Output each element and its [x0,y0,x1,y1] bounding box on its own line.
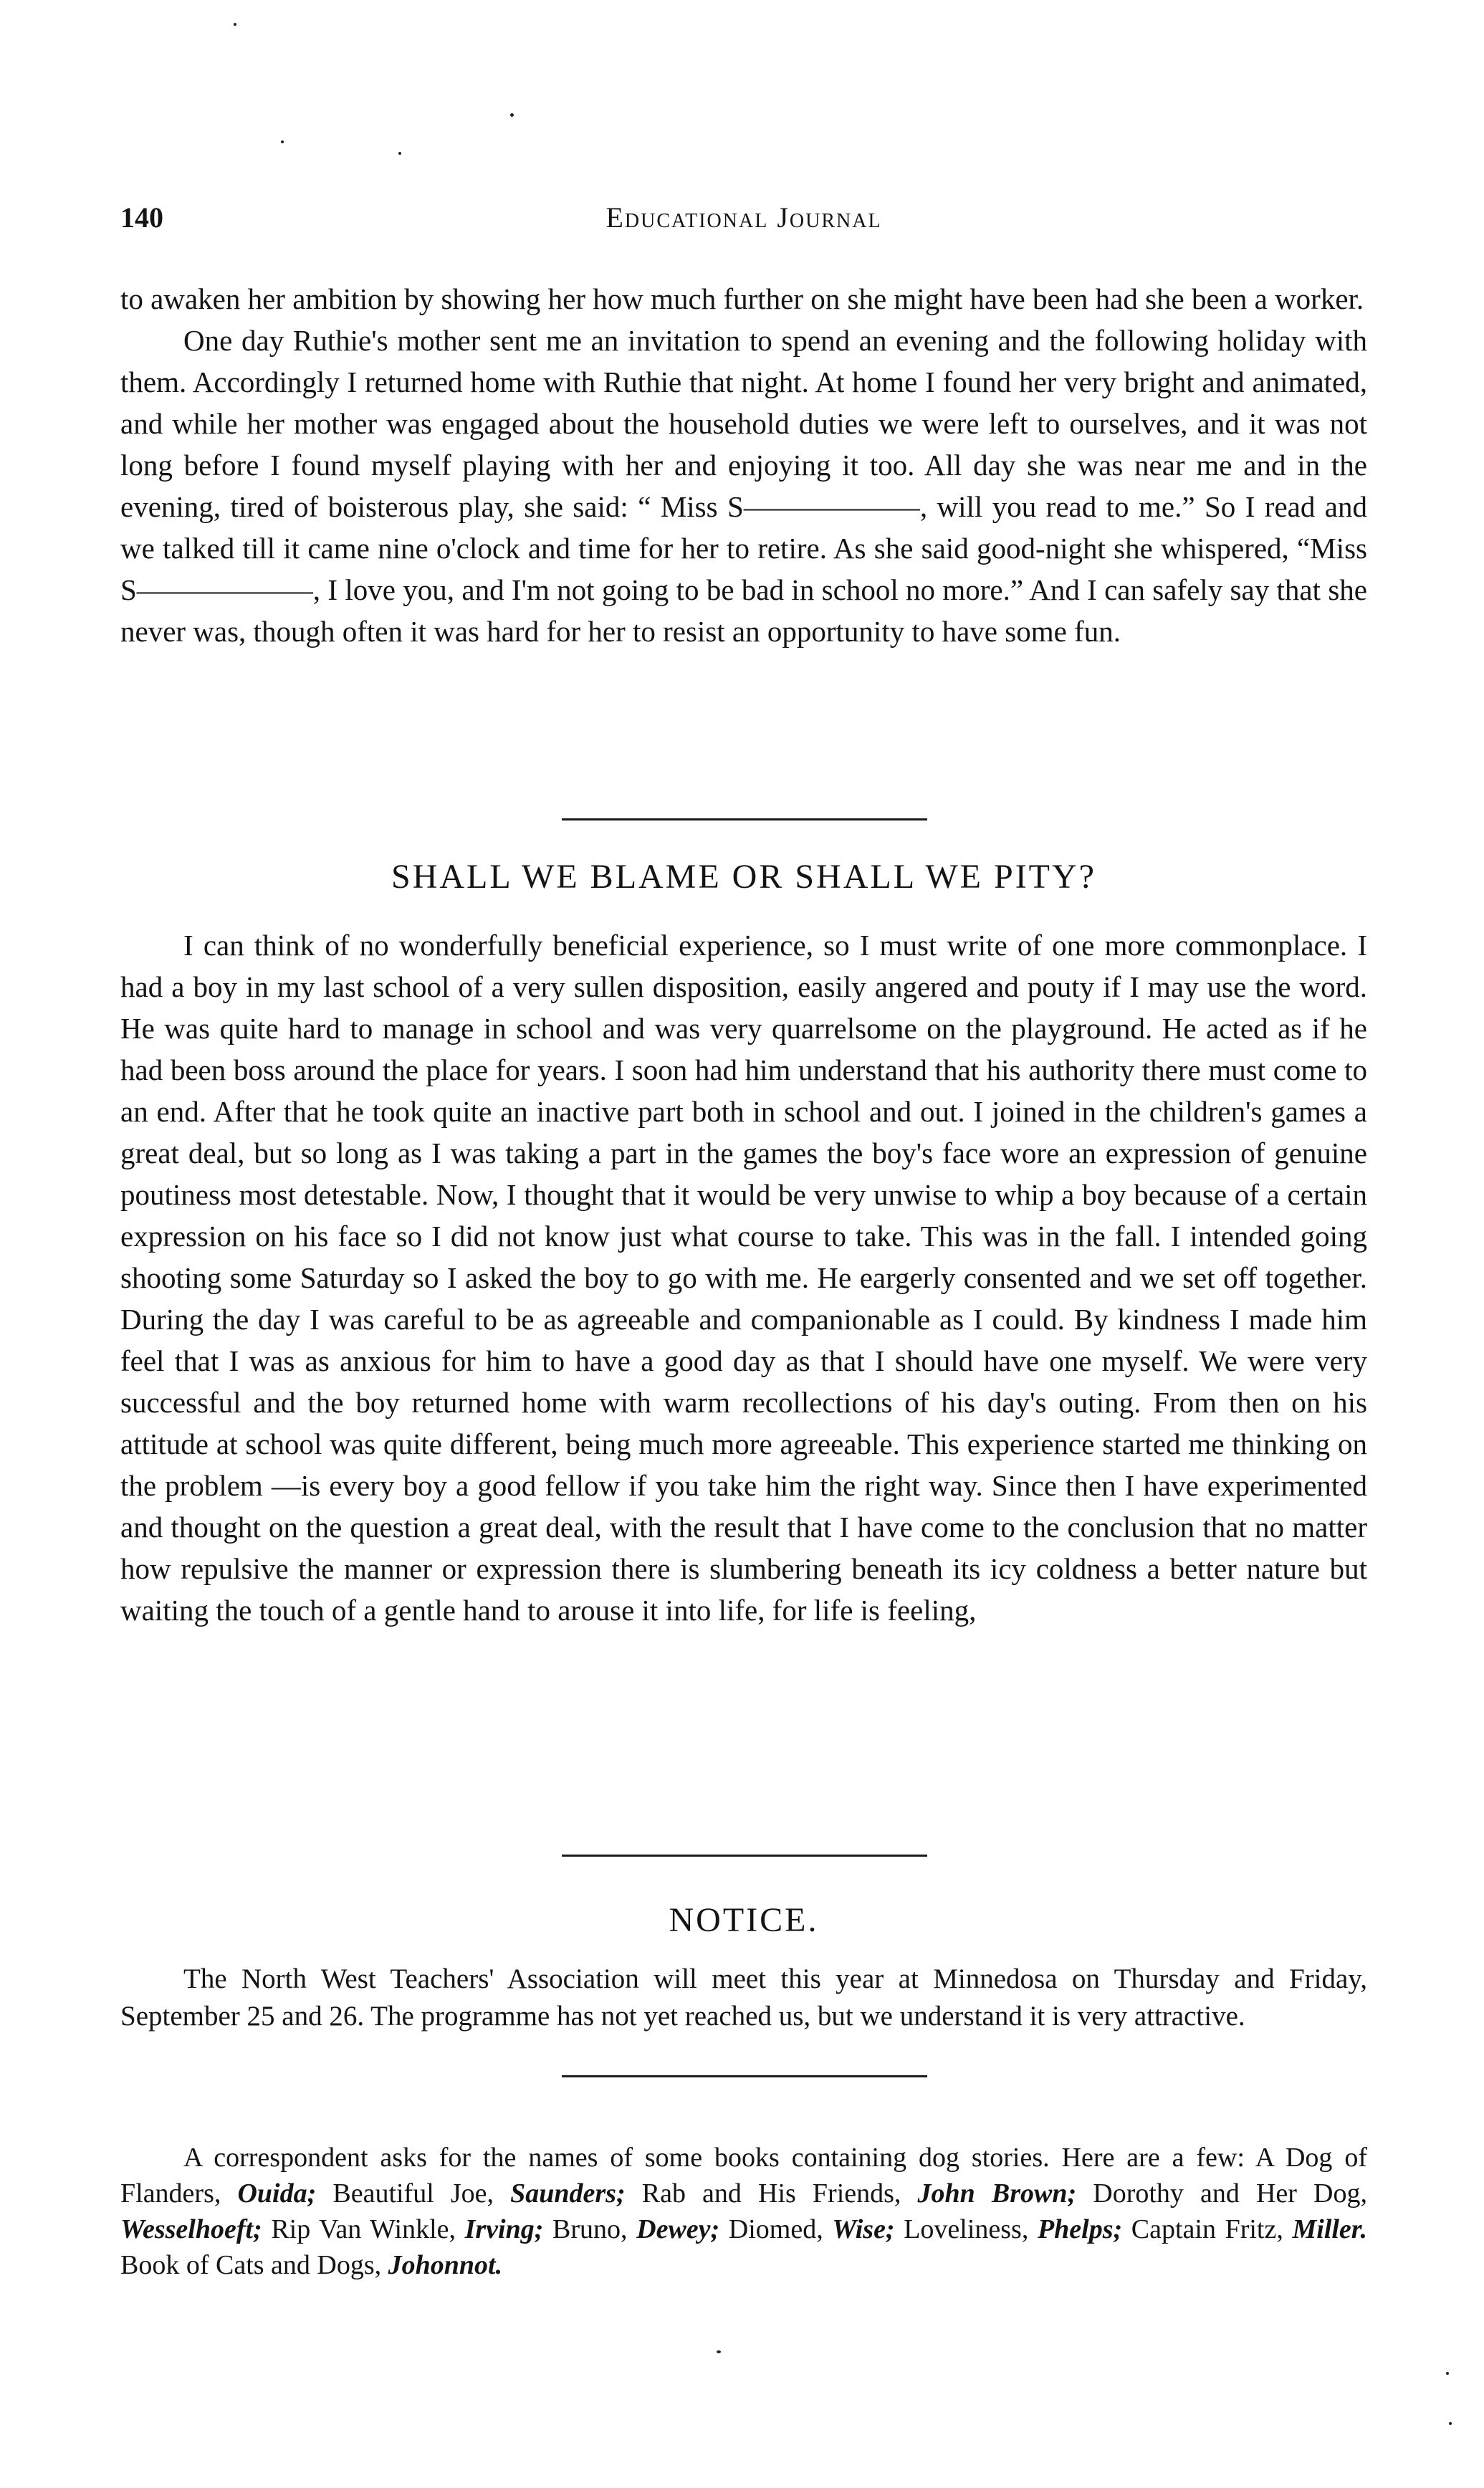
dog-stories-paragraph [120,2140,1367,2283]
book-title: Rab and His Friends, [641,2178,918,2209]
book-title: Loveliness, [904,2214,1038,2244]
article-paragraph: I can think of no wonderfully beneficial experience, so I must write of one more commonplace. I had a boy in my last school of a very sullen disposition, easily angered and pouty if I may use the word. He was quite hard to manage in school and was very quarrelsome on the playground. He acted as if he had been boss around the place for years. I soon had him understand that his authority there must come to an end. After that he took quite an inactive part both in school and out. I joined in the children's games a great deal, but so long as I was taking a part in the games the boy's face wore an expression of genuine poutiness most detestable. Now, I thought that it would be very unwise to whip a boy because of a certain expression on his face so I did not know just what course to take. This was in the fall. I intended going shooting some Saturday so I asked the boy to go with me. He eargerly consented and we set off together. During the day I was careful to be as agreeable and companionable as I could. By kindness I made him feel that I was as anxious for him to have a good day as that I should have one myself. We were very successful and the boy returned home with warm recollections of his day's outing. From then on his attitude at school was quite different, being much more agreeable. This experience started me thinking on the problem —is every boy a good fellow if you take him the right way. Since then I have experimented and thought on the question a great deal, with the result that I have come to the conclusion that no matter how repulsive the manner or expression there is slumbering beneath its icy coldness a better nature but waiting the touch of a gentle hand to arouse it into life, for life is feeling, [120,929,1367,1627]
scan-speck [398,152,401,155]
book-author: Ouida; [237,2178,333,2209]
section-divider [562,2075,927,2077]
running-head [120,201,1367,244]
book-title: Beautiful Joe, [332,2178,511,2209]
scan-speck [281,140,284,143]
book-author: Johonnot. [388,2250,503,2280]
article-title: SHALL WE BLAME OR SHALL WE PITY? [391,858,1096,896]
dog-stories-intro: A correspondent asks for the names of some books containing dog stories. Here are a few: [183,2143,1255,2173]
article-body [120,924,1367,1631]
story-paragraph: One day Ruthie's mother sent me an invitation to spend an evening and the following holiday with them. Accordingly I returned home with Ruthie that night. At home I found her very bright and animated, and while her mother was engaged about the household duties we were left to ourselves, and it was not long before I found myself playing with her and enjoying it too. All day she was near me and in the evening, tired of boisterous play, she said: “ Miss S——————, will you read to me.” So I read and we talked till it came nine o'clock and time for her to retire. As she said good-night she whispered, “Miss S——————, I love you, and I'm not going to be bad in school no more.” And I can safely say that she never was, though often it was hard for her to resist an opportunity to have some fun. [120,324,1367,648]
scan-speck [717,2350,721,2353]
book-author: Wesselhoeft; [120,2214,272,2244]
story-paragraph: to awaken her ambition by showing her how much further on she might have been had she been a worker. [120,282,1364,315]
previous-story-text [120,278,1367,652]
page-number: 140 [120,201,163,234]
book-title: Captain Fritz, [1131,2214,1293,2244]
scan-speck [1449,2422,1452,2425]
book-author: Dewey; [636,2214,729,2244]
scan-speck [510,113,514,117]
book-author: John Brown; [917,2178,1093,2209]
book-author: Saunders; [510,2178,642,2209]
book-author: Wise; [832,2214,904,2244]
notice-title: NOTICE. [669,1901,819,1939]
scan-speck [234,23,236,26]
book-author: Phelps; [1037,2214,1131,2244]
book-author: Miller. [1292,2214,1367,2244]
section-divider [562,1855,927,1857]
book-title: Book of Cats and Dogs, [120,2250,388,2280]
notice-paragraph: The North West Teachers' Association will meet this year at Minnedosa on Thursday and Friday, September 25 and 26. The programme has not yet reached us, but we understand it is very attractive. [120,1963,1367,2032]
scan-speck [1446,2372,1449,2375]
book-title: A Dog of Flanders, [120,2143,1367,2209]
book-author: Irving; [464,2214,553,2244]
notice-body [120,1961,1367,2035]
book-title: Dorothy and Her Dog, [1093,2178,1367,2209]
book-title: Bruno, [552,2214,637,2244]
journal-title: Educational Journal [605,201,882,234]
book-title: Rip Van Winkle, [271,2214,465,2244]
section-divider [562,818,927,820]
dog-stories-note [120,2140,1367,2283]
book-title: Diomed, [728,2214,833,2244]
